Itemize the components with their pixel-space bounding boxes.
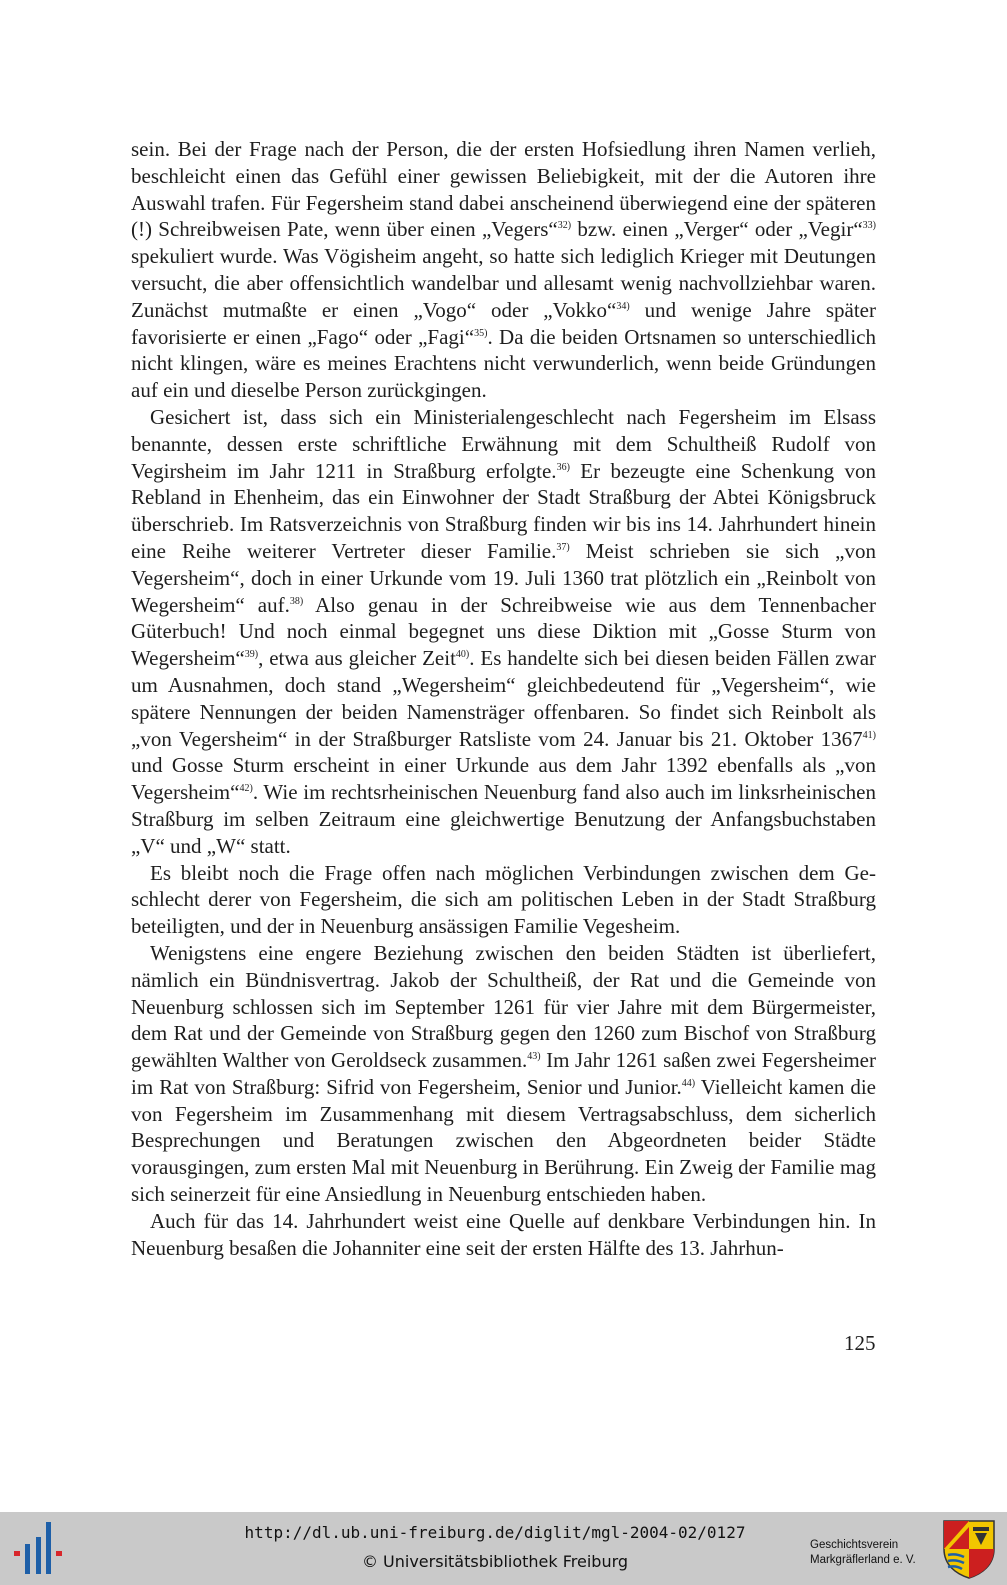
text-run: . Wie im rechtsrheinischen Neuenburg fand also auch im linksrheinischen Straßburg im selben Zeitraum eine gleichwertige Benutzung der Anfangsbuchstaben „V“ und „W“ statt. <box>131 780 876 858</box>
ub-freiburg-logo-icon <box>14 1522 64 1574</box>
text-run: Gesichert ist, dass sich ein Ministerialengeschlecht nach Fegersheim im Elsass benannte, dessen erste schriftliche Erwähnung mit dem Schultheiß Rudolf von Vegirsheim im Jahr 1211 in Straßburg erfolgte. <box>131 404 876 483</box>
text-run: . Da die beiden Ortsnamen so unterschiedlich nicht klingen, wäre es meines Erachtens nicht verwunderlich, wenn beide Gründungen auf ein und dieselbe Person zurückgingen. <box>131 324 877 403</box>
text-run: und Gosse Sturm erscheint in einer Urkunde aus dem Jahr 1392 ebenfalls als „von Vegersheim“ <box>131 753 876 805</box>
text-run: , etwa aus gleicher Zeit <box>258 646 456 671</box>
text-run: Im Jahr 1261 saßen zwei Fegersheimer im Rat von Straßburg: Sifrid von Fegersheim, Senior und Junior. <box>131 1048 876 1099</box>
society-name-line1: Geschichtsverein <box>810 1539 899 1551</box>
text-run: sein. Bei der Frage nach der Person, die der ersten Hofsiedlung ihren Namen verlieh, beschleicht einen das Gefühl einer gewissen Beliebigkeit, mit der die Autoren ihre Auswahl trafen. Für Fegersheim stand dabei anscheinend überwiegend eine der späteren (!) Schreibweisen Pate, wenn über einen „Vegers“ <box>131 137 876 242</box>
paragraph <box>131 940 876 1208</box>
footnote-ref: 33) <box>862 220 876 232</box>
society-name <box>810 1538 916 1568</box>
footnote-ref: 36) <box>556 461 570 473</box>
page-number: 125 <box>844 1331 876 1355</box>
footnote-ref: 43) <box>527 1051 541 1063</box>
footnote-ref: 38) <box>289 595 304 607</box>
paragraph <box>131 1208 876 1262</box>
text-run: . Es handelte sich bei diesen beiden Fällen zwar um Ausnahmen, doch stand „Wegersheim“ gleichbedeutend für „Vegersheim“, wie spätere Nennungen der beiden Namensträger offenbaren. So findet sich Reinbolt als „von Vegersheim“ in der Straßburger Ratsliste vom 24. Januar bis 21. Oktober 1367 <box>131 646 877 751</box>
footnote-ref: 40) <box>455 649 470 661</box>
footnote-ref: 35) <box>474 327 488 339</box>
text-run: Auch für das 14. Jahrhundert weist eine Quelle auf denkbare Verbindungen hin. In Neuenburg besaßen die Johanniter eine seit der ersten Hälfte des 13. Jahrhun- <box>131 1208 876 1260</box>
paragraph <box>131 860 876 940</box>
text-run: Vielleicht kamen die von Fegersheim im Zusammenhang mit diesem Vertragsabschluss, dem sicherlich Besprechungen und Beratungen zwischen den Abgeordneten beider Städte vorausgingen, zum ersten Mal mit Neuenburg in Berührung. Ein Zweig der Familie mag sich seinerzeit für eine Ansiedlung in Neuenburg entschieden haben. <box>131 1074 876 1207</box>
body-text <box>131 136 876 1261</box>
footnote-ref: 32) <box>557 220 572 232</box>
footer-bar <box>0 1512 1007 1585</box>
paragraph <box>131 404 876 860</box>
copyright-notice: © Universitätsbibliothek Freiburg <box>361 1552 629 1571</box>
paragraph <box>131 136 876 404</box>
text-run: Es bleibt noch die Frage offen nach möglichen Verbindungen zwischen dem Geschlecht derer von Fegersheim, die sich am politischen Leben in der Stadt Straßburg beteiligten, und der in Neuenburg ansässigen Familie Vegesheim. <box>131 860 876 939</box>
footnote-ref: 41) <box>862 729 876 741</box>
text-run: Also genau in der Schreibweise wie aus dem Tennenbacher Güterbuch! Und noch einmal begegnet uns diese Diktion mit „Gosse Sturm von Wegersheim“ <box>131 592 876 671</box>
text-run: und wenige Jahre später favorisierte er einen „Fago“ oder „Fagi“ <box>131 297 876 349</box>
footnote-ref: 39) <box>244 649 259 661</box>
text-run: Meist schrieben sie sich „von Vegersheim“, doch in einer Urkunde vom 19. Juli 1360 trat plötzlich ein „Reinbolt von Wegersheim“ auf. <box>131 538 876 617</box>
coat-of-arms-icon <box>942 1519 996 1579</box>
text-run: spekuliert wurde. Was Vögisheim angeht, so hatte sich lediglich Krieger mit Deutungen versucht, die aber offensichtlich wandelbar und allesamt wenig nachvollziehbar waren. Zunächst mutmaßte er einen „Vogo“ oder „Vokko“ <box>131 244 876 322</box>
text-run: Er bezeugte eine Schenkung von Rebland in Ehenheim, das ein Einwohner der Stadt Straßburg der Abtei Königsbruck überschrieb. Im Ratsverzeichnis von Straßburg finden wir bis ins 14. Jahrhundert hinein eine Reihe weiterer Vertreter dieser Familie. <box>131 458 876 563</box>
footnote-ref: 37) <box>556 541 570 553</box>
footnote-ref: 44) <box>681 1077 696 1089</box>
society-name-line2: Markgräflerland e. V. <box>810 1554 916 1566</box>
text-run: bzw. einen „Verger“ oder „Vegir“ <box>571 217 863 242</box>
footnote-ref: 42) <box>239 783 253 795</box>
text-run: Wenigstens eine engere Beziehung zwischen den beiden Städten ist überliefert, nämlich ein Bündnisvertrag. Jakob der Schultheiß, der Rat und die Gemeinde von Neuenburg schlossen sich im September 1261 für vier Jahre mit dem Bürgermeister, dem Rat und der Gemeinde von Straßburg gegen den 1260 zum Bischof von Straßburg gewählten Walther von Geroldseck zusammen. <box>131 940 876 1073</box>
document-url-link[interactable]: http://dl.ub.uni-freiburg.de/diglit/mgl-2004-02/0127 <box>244 1523 746 1542</box>
footnote-ref: 34) <box>616 300 630 312</box>
